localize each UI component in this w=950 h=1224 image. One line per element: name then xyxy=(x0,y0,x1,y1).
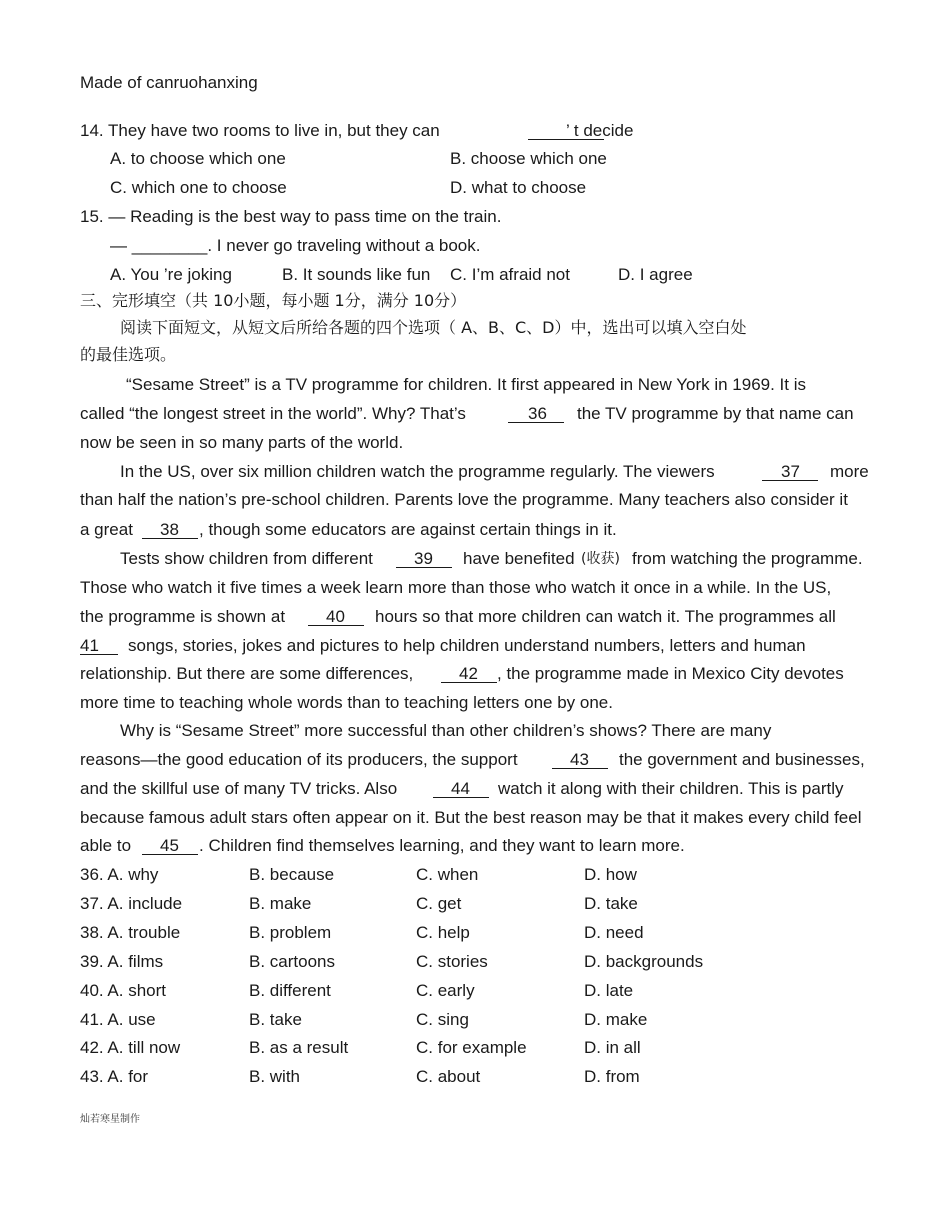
option-a: 40. A. short xyxy=(80,981,166,1000)
blank-40: 40 xyxy=(326,607,345,626)
option-b: B. because xyxy=(249,865,335,884)
option-d: D. in all xyxy=(584,1038,641,1057)
blank-36: 36 xyxy=(528,404,547,423)
passage-line: have benefited xyxy=(463,549,575,568)
blank-45-line xyxy=(142,853,198,855)
blank-45: 45 xyxy=(160,836,179,855)
blank-42: 42 xyxy=(459,664,478,683)
passage-line: now be seen in so many parts of the world. xyxy=(80,433,404,452)
option-b: B. cartoons xyxy=(249,952,335,971)
option-c: C. get xyxy=(416,894,462,913)
blank-37-line xyxy=(762,479,818,481)
passage-line: called “the longest street in the world”. Why? That’s xyxy=(80,404,466,423)
section-instruction: 阅读下面短文，从短文后所给各题的四个选项（ A、B、C、D）中，选出可以填入空白处 xyxy=(120,318,747,337)
passage-line: more time to teaching whole words than to teaching letters one by one. xyxy=(80,693,613,712)
option-c: C. help xyxy=(416,923,470,942)
passage-line: the TV programme by that name can xyxy=(577,404,854,423)
blank-37: 37 xyxy=(781,462,800,481)
blank-41-line xyxy=(80,653,118,655)
passage-line: relationship. But there are some differences, xyxy=(80,664,414,683)
passage-line: Why is “Sesame Street” more successful than other children’s shows? There are many xyxy=(120,721,772,740)
passage-line: a great xyxy=(80,520,133,539)
option-b: B. make xyxy=(249,894,312,913)
blank-44: 44 xyxy=(451,779,470,798)
q15-option-b: B. It sounds like fun xyxy=(282,265,431,284)
option-a: 37. A. include xyxy=(80,894,183,913)
passage-line: the programme is shown at xyxy=(80,607,286,626)
option-d: D. from xyxy=(584,1067,640,1086)
option-b: B. different xyxy=(249,981,331,1000)
q14-option-c: C. which one to choose xyxy=(110,178,287,197)
option-a: 38. A. trouble xyxy=(80,923,181,942)
option-c: C. early xyxy=(416,981,475,1000)
passage-line: than half the nation’s pre-school children. Parents love the programme. Many teachers also consider it xyxy=(80,490,848,509)
passage-line: more xyxy=(830,462,869,481)
option-d: D. late xyxy=(584,981,634,1000)
blank-40-line xyxy=(308,624,364,626)
q15-reply: — ________. I never go traveling without a book. xyxy=(110,236,481,255)
option-c: C. sing xyxy=(416,1010,469,1029)
option-d: D. how xyxy=(584,865,637,884)
passage-line: Tests show children from different xyxy=(120,549,373,568)
option-a: 39. A. films xyxy=(80,952,164,971)
q14-option-b: B. choose which one xyxy=(450,149,607,168)
passage-line: from watching the programme. xyxy=(632,549,863,568)
blank-41: 41 xyxy=(80,636,99,655)
section-title: 三、完形填空（共 10小题，每小题 1分，满分 10分） xyxy=(80,291,467,310)
q14-tail: ’ t decide xyxy=(566,121,634,140)
option-c: C. when xyxy=(416,865,479,884)
passage-line: watch it along with their children. This is partly xyxy=(498,779,844,798)
option-b: B. with xyxy=(249,1067,301,1086)
q15-option-a: A. You ’re joking xyxy=(110,265,232,284)
passage-line: , the programme made in Mexico City devotes xyxy=(497,664,844,683)
blank-36-line xyxy=(508,421,564,423)
blank-42-line xyxy=(441,681,497,683)
blank-39: 39 xyxy=(414,549,433,568)
passage-line: able to xyxy=(80,836,132,855)
option-d: D. need xyxy=(584,923,644,942)
option-b: B. problem xyxy=(249,923,332,942)
q14-option-a: A. to choose which one xyxy=(110,149,286,168)
q15-option-c: C. I’m afraid not xyxy=(450,265,570,284)
option-b: B. take xyxy=(249,1010,302,1029)
passage-line: . Children find themselves learning, and they want to learn more. xyxy=(199,836,685,855)
q14-option-d: D. what to choose xyxy=(450,178,587,197)
option-c: C. about xyxy=(416,1067,481,1086)
passage-line: In the US, over six million children watch the programme regularly. The viewers xyxy=(120,462,715,481)
option-c: C. stories xyxy=(416,952,488,971)
passage-line: Those who watch it five times a week learn more than those who watch it once in a while. In the US, xyxy=(80,578,832,597)
passage-line: reasons—the good education of its producers, the support xyxy=(80,750,518,769)
passage-line: and the skillful use of many TV tricks. Also xyxy=(80,779,398,798)
q14-stem: 14. They have two rooms to live in, but they can xyxy=(80,121,440,140)
option-b: B. as a result xyxy=(249,1038,349,1057)
option-a: 36. A. why xyxy=(80,865,159,884)
section-instruction-cont: 的最佳选项。 xyxy=(80,345,177,364)
option-a: 43. A. for xyxy=(80,1067,149,1086)
blank-44-line xyxy=(433,796,489,798)
option-d: D. take xyxy=(584,894,638,913)
option-a: 41. A. use xyxy=(80,1010,156,1029)
page-footer: 灿若寒星制作 xyxy=(80,1114,140,1125)
passage-line: because famous adult stars often appear on it. But the best reason may be that it makes every child feel xyxy=(80,808,862,827)
blank-43-line xyxy=(552,767,608,769)
passage-line: songs, stories, jokes and pictures to help children understand numbers, letters and human xyxy=(128,636,806,655)
q15-stem: 15. — Reading is the best way to pass time on the train. xyxy=(80,207,502,226)
passage-line: , though some educators are against certain things in it. xyxy=(199,520,617,539)
blank-43: 43 xyxy=(570,750,589,769)
blank-39-line xyxy=(396,566,452,568)
option-c: C. for example xyxy=(416,1038,527,1057)
blank-38: 38 xyxy=(160,520,179,539)
q15-option-d: D. I agree xyxy=(618,265,693,284)
option-d: D. make xyxy=(584,1010,648,1029)
blank-38-line xyxy=(142,537,198,539)
option-d: D. backgrounds xyxy=(584,952,704,971)
chinese-gloss: (收获) xyxy=(581,551,620,567)
passage-line: hours so that more children can watch it. The programmes all xyxy=(375,607,836,626)
option-a: 42. A. till now xyxy=(80,1038,181,1057)
passage-line: “Sesame Street” is a TV programme for children. It first appeared in New York in 1969. It is xyxy=(126,375,806,394)
passage-line: the government and businesses, xyxy=(619,750,865,769)
page-header: Made of canruohanxing xyxy=(80,73,258,92)
